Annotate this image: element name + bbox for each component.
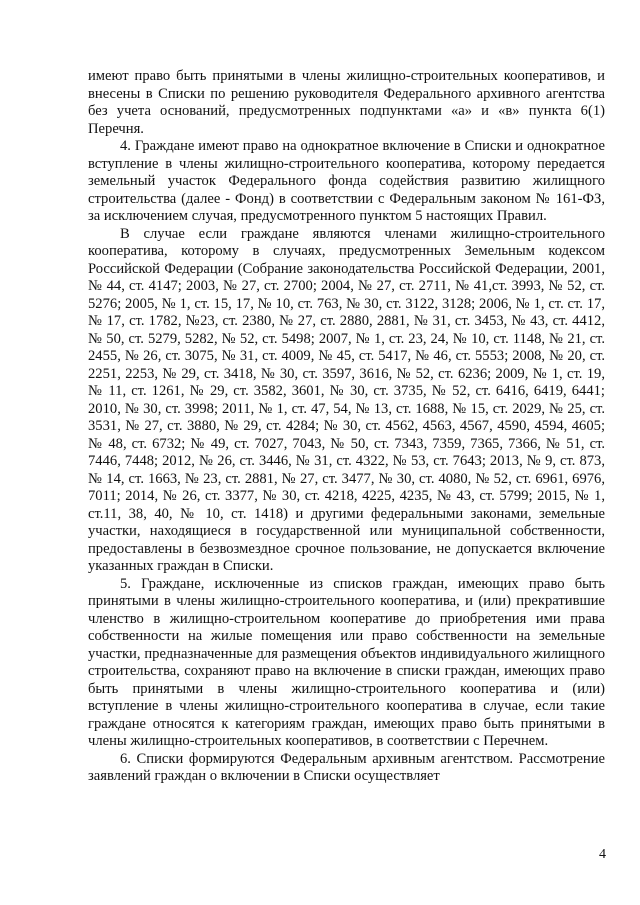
paragraph-land-code-exception: В случае если граждане являются членами жилищно-строительного кооператива, которому в случаях, предусмотренных Земельным кодексом Российской Федерации (Собрание законодательства Российской Федерации, 2001, № 44, ст. 4147; 2003, № 27, ст. 2700; 2004, № 27, ст. 2711, № 41,ст. 3993, № 52, ст. 5276; 2005, № 1, ст. 15, 17, № 10, ст. 763, № 30, ст. 3122, 3128; 2006, № 1, ст. ст. 17, № 17, ст. 1782, №23, ст. 2380, № 27, ст. 2880, 2881, № 31, ст. 3453, № 43, ст. 4412, № 50, ст. 5279, 5282, № 52, ст. 5498; 2007, № 1, ст. 23, 24, № 10, ст. 1148, № 21, ст. 2455, № 26, ст. 3075, № 31, ст. 4009, № 45, ст. 5417, № 46, ст. 5553; 2008, № 20, ст. 2251, 2253, № 29, ст. 3418, № 30, ст. 3597, 3616, № 52, ст. 6236; 2009, № 1, ст. 19, № 11, ст. 1261, № 29, ст. 3582, 3601, № 30, ст. 3735, № 52, ст. 6416, 6419, 6441; 2010, № 30, ст. 3998; 2011, № 1, ст. 47, 54, № 13, ст. 1688, № 15, ст. 2029, № 25, ст. 3531, № 27, ст. 3880, № 29, ст. 4284; № 30, ст. 4562, 4563, 4567, 4590, 4594, 4605; № 48, ст. 6732; № 49, ст. 7027, 7043, № 50, ст. 7343, 7359, 7365, 7366, № 51, ст. 7446, 7448; 2012, № 26, ст. 3446, № 31, ст. 4322, № 53, ст. 7643; 2013, № 9, ст. 873, № 14, ст. 1663, № 23, ст. 2881, № 27, ст. 3477, № 30, ст. 4080, № 52, ст. 6961, 6976, 7011; 2014, № 26, ст. 3377, № 30, ст. 4218, 4225, 4235, № 43, ст. 5799; 2015, № 1, ст.11, 38, 40, № 10, ст. 1418) и другими федеральными законами, земельные участки, находящиеся в государственной или муниципальной собственности, предоставлены в безвозмездное срочное пользование, не допускается включение указанных граждан в Списки. bbox=[88, 225, 605, 574]
paragraph-item-4: 4. Граждане имеют право на однократное включение в Списки и однократное вступление в члены жилищно-строительного кооператива, которому передается земельный участок Федерального фонда содействия развитию жилищного строительства (далее - Фонд) в соответствии с Федеральным законом № 161-ФЗ, за исключением случая, предусмотренного пунктом 5 настоящих Правил. bbox=[88, 138, 605, 224]
paragraph-continuation: имеют право быть принятыми в члены жилищно-строительных кооперативов, и внесены в Списки по решению руководителя Федерального архивного агентства без учета оснований, предусмотренных подпунктами «а» и «в» пункта 6(1) Перечня. bbox=[88, 68, 605, 137]
document-body bbox=[88, 68, 605, 786]
page-number: 4 bbox=[599, 847, 606, 862]
paragraph-item-5: 5. Граждане, исключенные из списков граждан, имеющих право быть принятыми в члены жилищно-строительного кооператива, и (или) прекратившие членство в жилищно-строительном кооперативе до приобретения ими права собственности на жилые помещения или право собственности на земельные участки, предназначенные для размещения объектов индивидуального жилищного строительства, сохраняют право на включение в списки граждан, имеющих право быть принятыми в члены жилищно-строительного кооператива и (или) вступление в члены жилищно-строительного кооператива в случае, если такие граждане относятся к категориям граждан, имеющих право быть принятыми в члены жилищно-строительных кооперативов, в соответствии с Перечнем. bbox=[88, 575, 605, 749]
paragraph-item-6: 6. Списки формируются Федеральным архивным агентством. Рассмотрение заявлений граждан о включении в Списки осуществляет bbox=[88, 750, 605, 784]
